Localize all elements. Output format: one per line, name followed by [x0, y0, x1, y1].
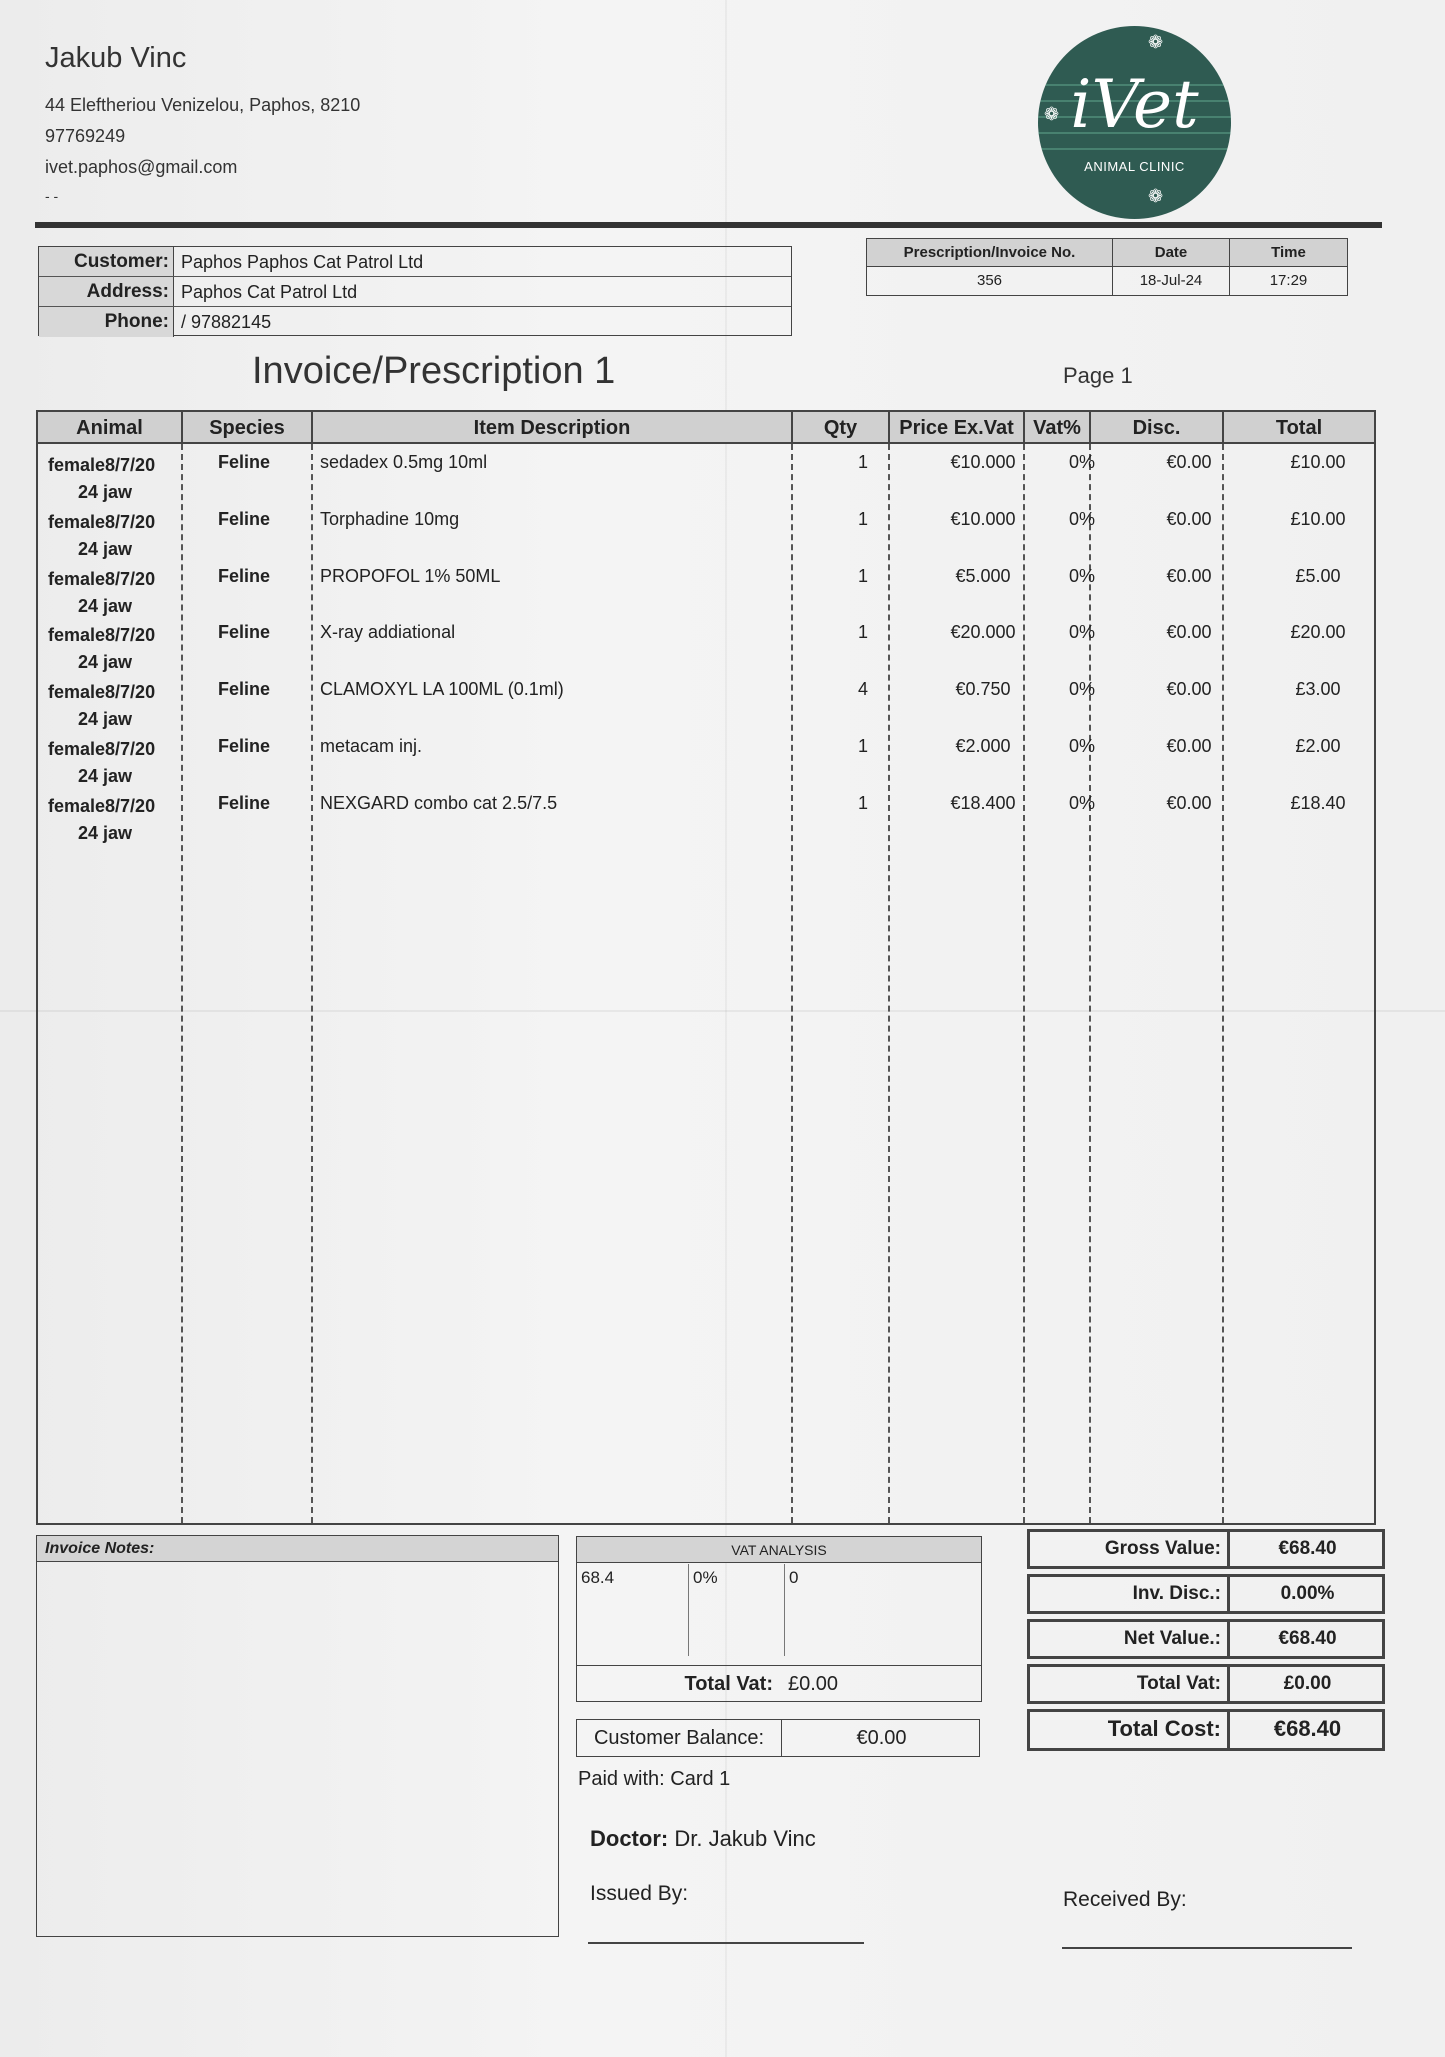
vat-total-label: Total Vat: [684, 1673, 773, 1695]
animal-cell: female8/7/20 [48, 682, 156, 702]
disc-cell: €0.00 [1166, 509, 1212, 529]
animal-cell: female8/7/20 [48, 512, 156, 532]
vat-cell: 0% [1068, 793, 1095, 813]
column-header: Qty [793, 412, 890, 444]
total-vat-label: Total Vat: [1030, 1667, 1230, 1701]
disc-cell: €0.00 [1166, 793, 1212, 813]
header-divider [35, 222, 1382, 228]
price-cell: €2.000 [955, 736, 1011, 756]
total-cost-value: €68.40 [1273, 1716, 1342, 1741]
total-cell: £5.00 [1295, 566, 1341, 586]
animal-cell: female8/7/20 [48, 739, 156, 759]
species-cell: Feline [217, 793, 270, 813]
date-label: Date [1113, 239, 1229, 267]
net-value-label: Net Value.: [1030, 1622, 1230, 1656]
table-row [38, 509, 1374, 565]
qty-cell: 1 [857, 622, 868, 642]
disc-cell: €0.00 [1166, 622, 1212, 642]
animal-cell: female8/7/20 [48, 569, 156, 589]
invoice-date: 18-Jul-24 [1139, 272, 1203, 289]
description-cell: CLAMOXYL LA 100ML (0.1ml) [320, 679, 564, 699]
page-number: Page 1 [1063, 363, 1133, 388]
species-cell: Feline [217, 622, 270, 642]
column-header: Item Description [313, 412, 793, 444]
table-row [38, 679, 1374, 735]
table-row [38, 452, 1374, 508]
species-cell: Feline [217, 736, 270, 756]
customer-balance-label: Customer Balance: [577, 1720, 782, 1756]
description-cell: X-ray addiational [320, 622, 456, 642]
animal-cell-line2: 24 jaw [78, 539, 133, 559]
doctor-name: Dr. Jakub Vinc [674, 1826, 816, 1851]
species-cell: Feline [217, 566, 270, 586]
disc-cell: €0.00 [1166, 566, 1212, 586]
clinic-phone: 97769249 [45, 126, 126, 146]
total-vat-value: £0.00 [1283, 1673, 1332, 1694]
table-row [38, 736, 1374, 792]
clinic-address: 44 Eleftheriou Venizelou, Paphos, 8210 [45, 95, 361, 115]
customer-box [38, 246, 792, 336]
issued-by-signature-line [588, 1942, 864, 1944]
inv-disc-value: 0.00% [1280, 1583, 1335, 1604]
description-cell: NEXGARD combo cat 2.5/7.5 [320, 793, 558, 813]
vat-total-value: £0.00 [788, 1673, 839, 1695]
vat-cell: 0% [1068, 452, 1095, 472]
animal-cell-line2: 24 jaw [78, 823, 133, 843]
disc-cell: €0.00 [1166, 679, 1212, 699]
description-cell: sedadex 0.5mg 10ml [320, 452, 488, 472]
column-header: Vat% [1025, 412, 1091, 444]
clinic-name: Jakub Vinc [45, 42, 187, 74]
column-header: Disc. [1091, 412, 1224, 444]
animal-cell: female8/7/20 [48, 796, 156, 816]
animal-cell-line2: 24 jaw [78, 596, 133, 616]
paw-icon: ❁ [1148, 32, 1164, 52]
customer-label: Customer: [39, 247, 174, 276]
qty-cell: 1 [857, 736, 868, 756]
logo-subtitle: ANIMAL CLINIC [1084, 159, 1185, 174]
vat-cell: 0% [1068, 736, 1095, 756]
invoice-no-label: Prescription/Invoice No. [867, 239, 1112, 267]
vat-cell: 0% [1068, 622, 1095, 642]
total-cell: £10.00 [1290, 452, 1346, 472]
total-cell: £3.00 [1295, 679, 1341, 699]
animal-cell: female8/7/20 [48, 455, 156, 475]
qty-cell: 1 [857, 509, 868, 529]
total-cell: £20.00 [1290, 622, 1346, 642]
phone-label: Phone: [39, 307, 174, 337]
clinic-logo [1038, 26, 1231, 219]
table-row [38, 566, 1374, 622]
customer-address: Paphos Cat Patrol Ltd [181, 282, 358, 302]
total-vat-row [1027, 1664, 1385, 1704]
table-row [38, 793, 1374, 849]
disc-cell: €0.00 [1166, 452, 1212, 472]
paw-icon: ❁ [1044, 104, 1060, 124]
qty-cell: 4 [857, 679, 868, 699]
paw-icon: ❁ [1148, 186, 1164, 206]
received-by-label: Received By: [1063, 1888, 1187, 1911]
clinic-email: ivet.paphos@gmail.com [45, 157, 238, 177]
column-header: Species [183, 412, 313, 444]
invoice-notes-label: Invoice Notes: [37, 1536, 558, 1562]
vat-analysis-box [576, 1536, 982, 1702]
disc-cell: €0.00 [1166, 736, 1212, 756]
column-header: Animal [38, 412, 183, 444]
species-cell: Feline [217, 452, 270, 472]
invoice-no: 356 [976, 272, 1003, 289]
net-value: €68.40 [1278, 1628, 1337, 1649]
customer-name: Paphos Paphos Cat Patrol Ltd [181, 252, 424, 272]
invoice-time: 17:29 [1269, 272, 1308, 289]
vat-total-row [577, 1665, 981, 1701]
issued-by-label: Issued By: [590, 1882, 689, 1905]
time-label: Time [1230, 239, 1347, 267]
price-cell: €5.000 [955, 566, 1011, 586]
price-cell: €10.000 [950, 452, 1016, 472]
total-cost-row [1027, 1709, 1385, 1751]
customer-phone: / 97882145 [181, 312, 272, 332]
price-cell: €0.750 [955, 679, 1011, 699]
items-table [36, 410, 1376, 1525]
logo-text: iVet [1070, 66, 1199, 143]
price-cell: €18.400 [950, 793, 1016, 813]
description-cell: PROPOFOL 1% 50ML [320, 566, 501, 586]
vat-cell: 0% [1068, 679, 1095, 699]
vat-rate: 0% [689, 1564, 785, 1656]
paid-with: Paid with: Card 1 [578, 1768, 731, 1790]
animal-cell-line2: 24 jaw [78, 652, 133, 672]
invoice-notes-box [36, 1535, 559, 1937]
vat-analysis-header: VAT ANALYSIS [577, 1537, 981, 1563]
net-value-row [1027, 1619, 1385, 1659]
table-row [38, 622, 1374, 678]
total-cell: £18.40 [1290, 793, 1346, 813]
received-by-signature-line [1062, 1947, 1352, 1949]
animal-cell: female8/7/20 [48, 625, 156, 645]
vat-cell: 0% [1068, 566, 1095, 586]
customer-balance-box [576, 1719, 980, 1757]
qty-cell: 1 [857, 566, 868, 586]
gross-value-row [1027, 1529, 1385, 1569]
total-cell: £2.00 [1295, 736, 1341, 756]
total-cell: £10.00 [1290, 509, 1346, 529]
gross-value-label: Gross Value: [1030, 1532, 1230, 1566]
total-cost-label: Total Cost: [1030, 1712, 1230, 1748]
inv-disc-row [1027, 1574, 1385, 1614]
vat-amount: 68.4 [577, 1564, 689, 1656]
price-cell: €10.000 [950, 509, 1016, 529]
customer-balance-value: €0.00 [856, 1727, 907, 1749]
price-cell: €20.000 [950, 622, 1016, 642]
qty-cell: 1 [857, 793, 868, 813]
address-label: Address: [39, 277, 174, 306]
vat-value: 0 [789, 1568, 799, 1587]
qty-cell: 1 [857, 452, 868, 472]
document-title: Invoice/Prescription 1 [252, 350, 616, 392]
gross-value: €68.40 [1278, 1538, 1337, 1559]
description-cell: metacam inj. [320, 736, 423, 756]
vat-cell: 0% [1068, 509, 1095, 529]
doctor-label: Doctor: [590, 1826, 669, 1851]
doctor-line [590, 1826, 816, 1852]
animal-cell-line2: 24 jaw [78, 482, 133, 502]
inv-disc-label: Inv. Disc.: [1030, 1577, 1230, 1611]
column-header: Price Ex.Vat [890, 412, 1025, 444]
animal-cell-line2: 24 jaw [78, 766, 133, 786]
species-cell: Feline [217, 509, 270, 529]
species-cell: Feline [217, 679, 270, 699]
description-cell: Torphadine 10mg [320, 509, 460, 529]
animal-cell-line2: 24 jaw [78, 709, 133, 729]
column-header: Total [1224, 412, 1374, 444]
clinic-dashes: - - [45, 188, 59, 204]
invoice-meta-box [866, 238, 1348, 296]
